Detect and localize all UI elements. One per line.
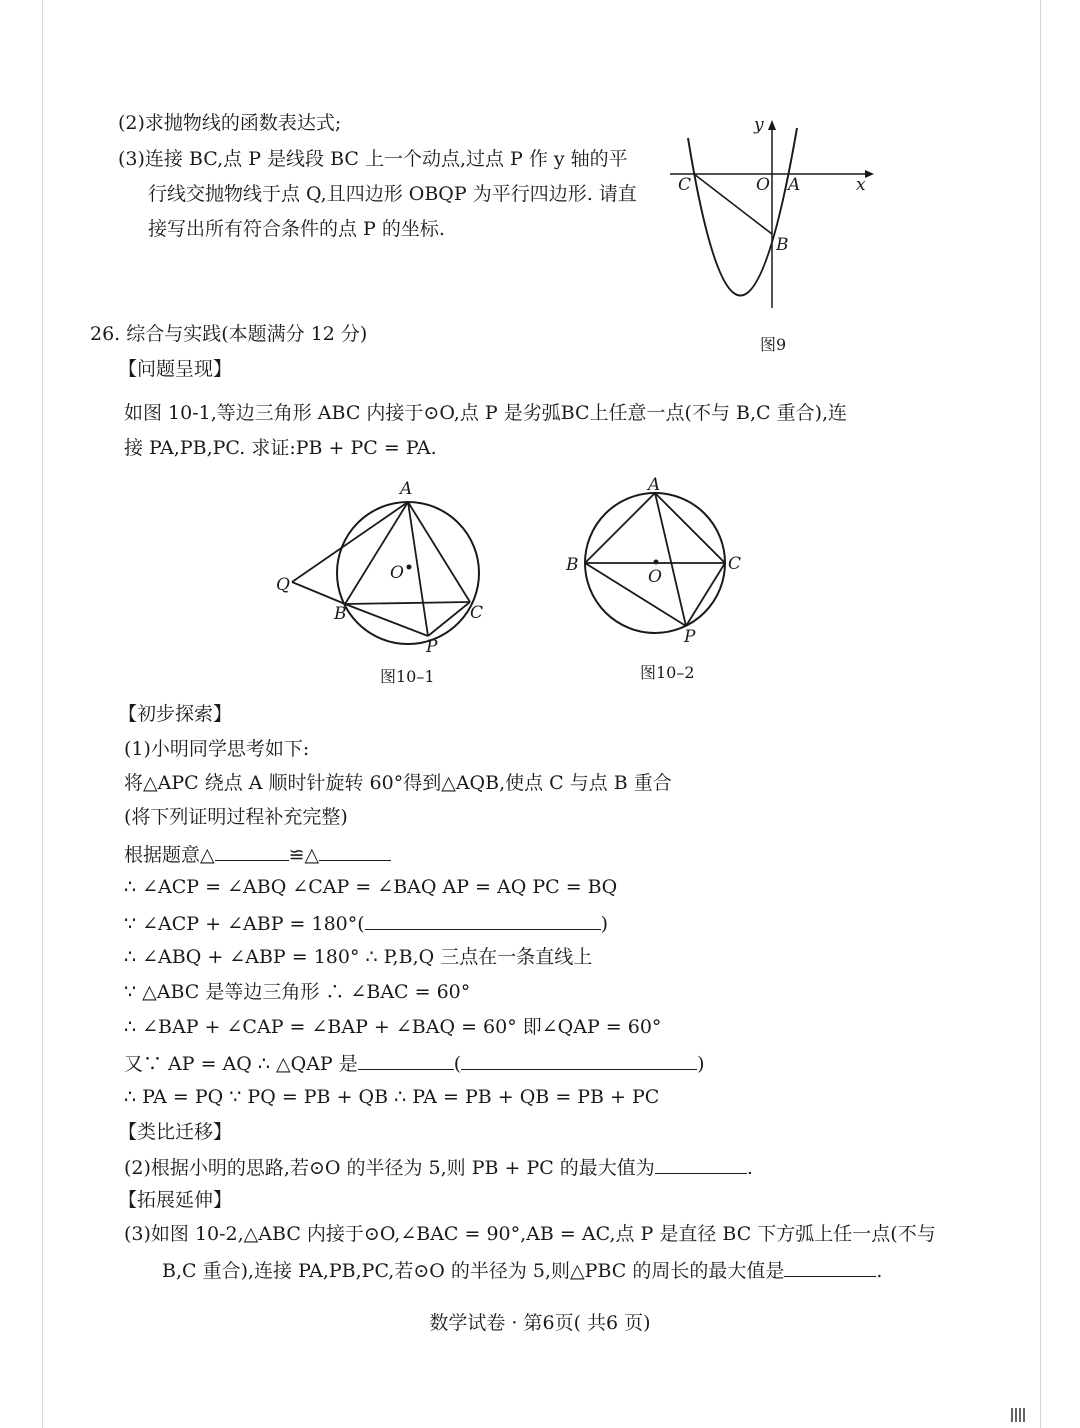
q25-item3-line3: 接写出所有符合条件的点 P 的坐标. [148,218,445,240]
proof-line2: ∴ ∠ACP = ∠ABQ ∠CAP = ∠BAQ AP = AQ PC = BQ [124,876,618,898]
proof-line1 [124,842,391,867]
label-x: x [856,175,866,195]
problem-line2: 接 PA,PB,PC. 求证:PB + PC = PA. [124,437,437,459]
label-c: C [728,554,742,574]
page-border-right [1040,0,1041,1428]
label-c: C [470,603,484,623]
proof-line7-close: ) [697,1053,705,1075]
q26-title: 26. 综合与实践(本题满分 12 分) [90,323,368,345]
proof-line1-start: 根据题意△ [124,844,215,866]
figure-10-2 [558,475,778,688]
label-a: A [400,479,413,499]
proof-line3 [124,911,608,936]
y-axis-arrow-icon [768,120,776,130]
page-footer: 数学试卷 · 第6页( 共6 页) [429,1312,651,1334]
figure-9-caption: 图9 [760,335,787,354]
segment-pc [686,563,725,626]
segment-pa [655,493,686,626]
explore-line2: 将△APC 绕点 A 顺时针旋转 60°得到△AQB,使点 C 与点 B 重合 [124,772,672,794]
label-b: B [566,555,579,575]
label-y: y [754,115,764,135]
circle-o [337,502,479,644]
center-dot [654,560,659,565]
q25-item3-line2: 行线交抛物线于点 Q,且四边形 OBQP 为平行四边形. 请直 [148,183,637,205]
proof-line7-start: 又∵ AP = AQ ∴ △QAP 是 [124,1053,358,1075]
section-extend-heading: 【拓展延伸】 [118,1189,233,1211]
segment-bc [345,602,470,604]
analogy-period: . [746,1157,753,1179]
label-p: P [426,637,438,657]
label-a: A [788,175,801,195]
label-q: Q [276,575,290,595]
q25-item2: (2)求抛物线的函数表达式; [118,112,342,134]
label-a: A [648,475,661,495]
proof-line8: ∴ PA = PQ ∵ PQ = PB + QB ∴ PA = PB + QB = PB + PC [124,1086,660,1108]
figure-10-2-caption: 图10–2 [640,663,695,682]
segment-pb [345,604,428,636]
section-analogy-heading: 【类比迁移】 [118,1121,233,1143]
proof-line7 [124,1051,705,1076]
proof-line1-congruent: ≌△ [288,844,320,866]
label-b: B [334,604,347,624]
blank-triangle-1[interactable] [215,842,289,861]
explore-line1: (1)小明同学思考如下: [124,738,310,760]
analogy-line [124,1155,753,1180]
proof-line4: ∴ ∠ABQ + ∠ABP = 180° ∴ P,B,Q 三点在一条直线上 [124,946,593,968]
blank-triangle-type[interactable] [358,1051,454,1070]
proof-line3-start: ∵ ∠ACP + ∠ABP = 180°( [124,913,365,935]
figure-9-parabola [670,115,890,358]
extend-text: B,C 重合),连接 PA,PB,PC,若⊙O 的半径为 5,则△PBC 的周长的最大值是 [162,1260,785,1282]
proof-line5: ∵ △ABC 是等边三角形 ∴ ∠BAC = 60° [124,981,471,1003]
extend-period: . [876,1260,883,1282]
figure-10-1-caption: 图10–1 [380,667,435,686]
segment-ac [408,502,470,602]
segment-pb [585,563,686,626]
segment-ab [345,502,408,604]
blank-max-value[interactable] [655,1155,747,1174]
section-problem-heading: 【问题呈现】 [118,358,233,380]
extend-line2 [162,1258,882,1283]
page-border-left [42,0,43,1428]
proof-line3-end: ) [600,913,609,935]
label-c: C [678,175,692,195]
proof-line6: ∴ ∠BAP + ∠CAP = ∠BAP + ∠BAQ = 60° 即∠QAP = 60° [124,1016,662,1038]
label-o: O [756,175,770,195]
q25-item3-line1: (3)连接 BC,点 P 是线段 BC 上一个动点,过点 P 作 y 轴的平 [118,148,628,170]
segment-qb [292,582,345,604]
figure-10-1 [270,478,530,688]
segment-pa [408,502,428,636]
label-p: P [684,627,696,647]
label-o: O [648,567,662,587]
blank-reason-1[interactable] [365,911,601,930]
center-dot [407,565,412,570]
extend-line1: (3)如图 10-2,△ABC 内接于⊙O,∠BAC = 90°,AB = AC,点 P 是直径 BC 下方弧上任一点(不与 [124,1223,936,1245]
explore-line3: (将下列证明过程补充完整) [124,806,348,828]
blank-perimeter-max[interactable] [784,1258,876,1277]
label-o: O [390,563,404,583]
blank-reason-2[interactable] [461,1051,697,1070]
section-explore-heading: 【初步探索】 [118,703,233,725]
proof-line7-open: ( [453,1053,462,1075]
label-b: B [776,235,789,255]
analogy-text: (2)根据小明的思路,若⊙O 的半径为 5,则 PB + PC 的最大值为 [124,1157,655,1179]
blank-triangle-2[interactable] [319,842,391,861]
problem-line1: 如图 10-1,等边三角形 ABC 内接于⊙O,点 P 是劣弧BC上任意一点(不与 B,C 重合),连 [124,402,848,424]
qr-code-icon [1011,1408,1025,1422]
x-axis-arrow-icon [865,170,874,178]
